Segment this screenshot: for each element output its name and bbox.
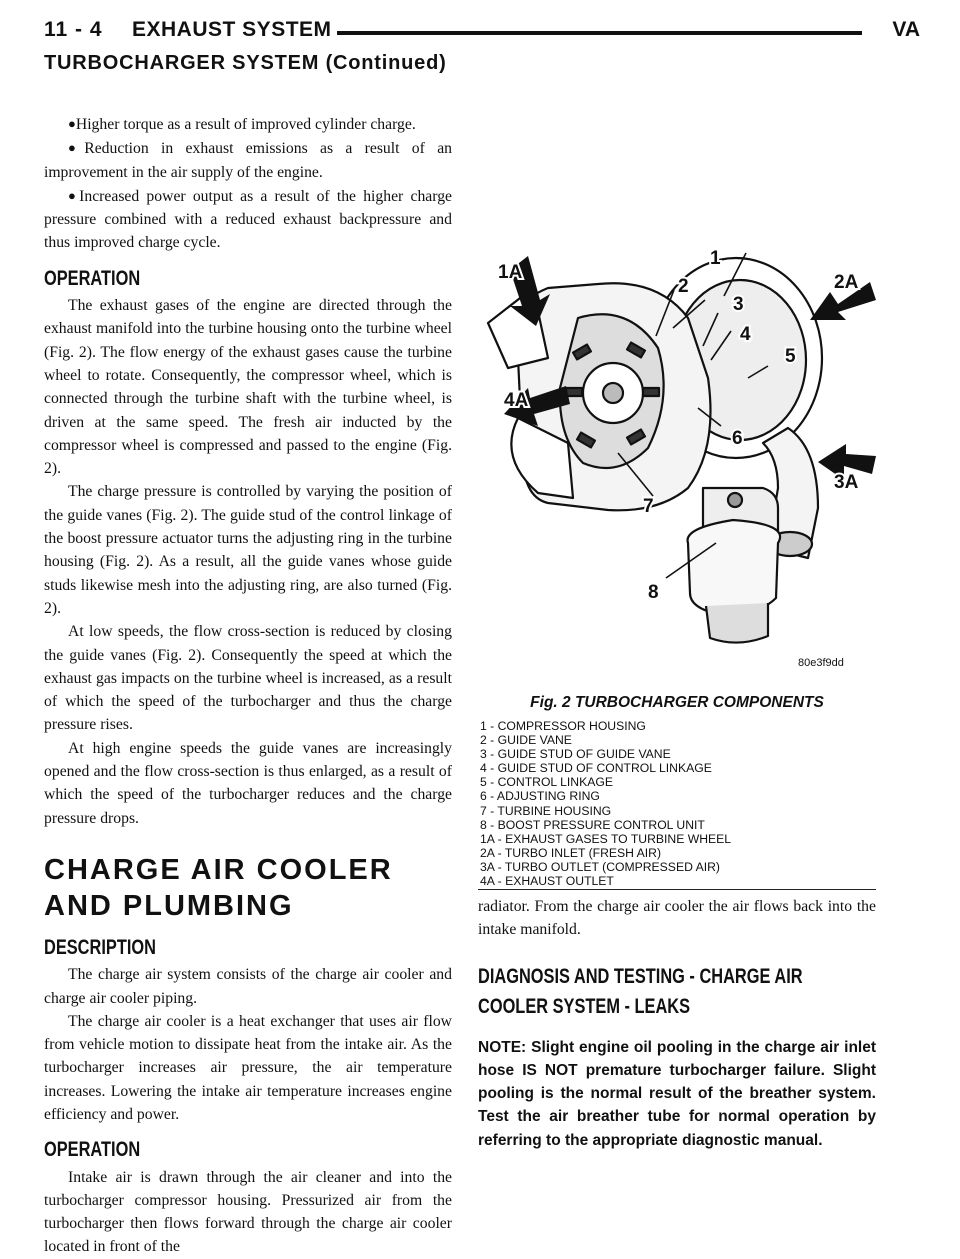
callout-label: 4A	[504, 390, 529, 411]
callout-label: 6	[732, 428, 743, 449]
callout-label: 2	[678, 276, 689, 297]
callout-label: 1A	[498, 262, 523, 283]
legend-item: 4 - GUIDE STUD OF CONTROL LINKAGE	[480, 761, 712, 776]
callout-label: 2A	[834, 272, 859, 293]
legend-item: 6 - ADJUSTING RING	[480, 789, 600, 804]
paragraph: The charge air system consists of the charge air cooler and charge air cooler piping.	[44, 966, 452, 1007]
header-rule	[337, 31, 862, 35]
callout-label: 3A	[834, 472, 859, 493]
bullet-item: ●Higher torque as a result of improved cylinder charge.	[68, 116, 416, 133]
model-code: VA	[892, 18, 920, 41]
legend-item: 1A - EXHAUST GASES TO TURBINE WHEEL	[480, 831, 732, 846]
operation-heading-2: OPERATION	[44, 1138, 141, 1162]
paragraph: radiator. From the charge air cooler the air flows back into the intake manifold.	[478, 898, 876, 939]
legend-item: 8 - BOOST PRESSURE CONTROL UNIT	[480, 817, 705, 832]
page-header	[44, 14, 920, 46]
legend-item: 3A - TURBO OUTLET (COMPRESSED AIR)	[480, 859, 720, 874]
figure-id: 80e3f9dd	[798, 657, 844, 669]
figure-rule	[478, 889, 876, 890]
turbocharger-diagram	[478, 248, 876, 680]
bullet-icon: ●	[68, 187, 80, 203]
right-column	[478, 895, 876, 1152]
callout-label: 8	[648, 582, 659, 603]
paragraph: The charge pressure is controlled by varying the position of the guide vanes (Fig. 2). The guide stud of the control linkage of the boost pressure actuator turns the adjusting ring in the turbine housing (Fig. 2). As a result, all the guide vanes whose guide studs likewise mesh into the adjusting ring, are also turned (Fig. 2).	[44, 483, 452, 617]
legend-item: 3 - GUIDE STUD OF GUIDE VANE	[480, 747, 671, 762]
figure-title: Fig. 2 TURBOCHARGER COMPONENTS	[530, 694, 824, 711]
paragraph: The exhaust gases of the engine are directed through the exhaust manifold into the turbine housing onto the turbine wheel (Fig. 2). The flow energy of the exhaust gases cause the turbine wheel to rotate. Consequently, the compressor wheel, which is connected through the turbine shaft with the turbine wheel, is driven at the same speed. The fresh air inducted by the compressor wheel is compressed and passed to the engine (Fig. 2).	[44, 297, 452, 478]
charge-air-cooler-heading: CHARGE AIR COOLER AND PLUMBING	[44, 853, 393, 922]
note-text: NOTE: Slight engine oil pooling in the charge air inlet hose IS NOT premature turbocharger failure. Slight pooling is the normal result of the breather system. Test the air breather tube for normal operation by referring to the appropriate diagnostic manual.	[478, 1038, 876, 1149]
diagnosis-heading-line2: COOLER SYSTEM - LEAKS	[478, 994, 691, 1018]
figure-legend	[480, 719, 731, 888]
legend-item: 2A - TURBO INLET (FRESH AIR)	[480, 845, 662, 860]
paragraph: At low speeds, the flow cross-section is reduced by closing the guide vanes (Fig. 2). Consequently the speed at which the exhaust gas impacts on the turbine wheel is increased, as a result of which the speed of the turbocharger and thus the charge pressure rises.	[44, 623, 452, 734]
paragraph: Intake air is drawn through the air cleaner and into the turbocharger compressor housing. Pressurized air from the turbocharger then flows forward through the charge air cooler located in front of the	[44, 1168, 452, 1256]
bullet-item: ●Increased power output as a result of the higher charge pressure combined with a reduced exhaust backpressure and thus improved charge cycle.	[44, 187, 452, 252]
diagnosis-heading-line1: DIAGNOSIS AND TESTING - CHARGE AIR	[478, 964, 803, 988]
legend-item: 2 - GUIDE VANE	[480, 733, 572, 748]
continued-heading: TURBOCHARGER SYSTEM (Continued)	[44, 52, 447, 74]
legend-item: 4A - EXHAUST OUTLET	[480, 874, 614, 889]
section-title: EXHAUST SYSTEM	[132, 18, 332, 41]
legend-item: 1 - COMPRESSOR HOUSING	[480, 719, 646, 733]
bullet-item: ●Reduction in exhaust emissions as a result of an improvement in the air supply of the engine.	[44, 140, 452, 181]
paragraph: At high engine speeds the guide vanes are increasingly opened and the flow cross-section is thus enlarged, as a result of which the speed of the turbocharger reduces and the charge pressure drops.	[44, 739, 452, 827]
callout-label: 1	[710, 248, 721, 269]
bullet-icon: ●	[68, 140, 85, 156]
page-number: 11 - 4	[44, 18, 103, 41]
left-column	[44, 112, 452, 1259]
callout-label: 7	[643, 496, 654, 517]
paragraph: The charge air cooler is a heat exchanger that uses air flow from vehicle motion to dissipate heat from the intake air. As the turbocharger increases air pressure, the air temperature increases. Lowering the intake air temperature increases engine efficiency and power.	[44, 1012, 452, 1123]
legend-item: 5 - CONTROL LINKAGE	[480, 775, 613, 790]
operation-heading: OPERATION	[44, 266, 141, 290]
callout-label: 4	[740, 324, 751, 345]
legend-item: 7 - TURBINE HOUSING	[480, 803, 612, 818]
bullet-icon: ●	[68, 116, 76, 131]
description-heading: DESCRIPTION	[44, 935, 156, 959]
callout-label: 5	[785, 346, 796, 367]
callout-label: 3	[733, 294, 744, 315]
